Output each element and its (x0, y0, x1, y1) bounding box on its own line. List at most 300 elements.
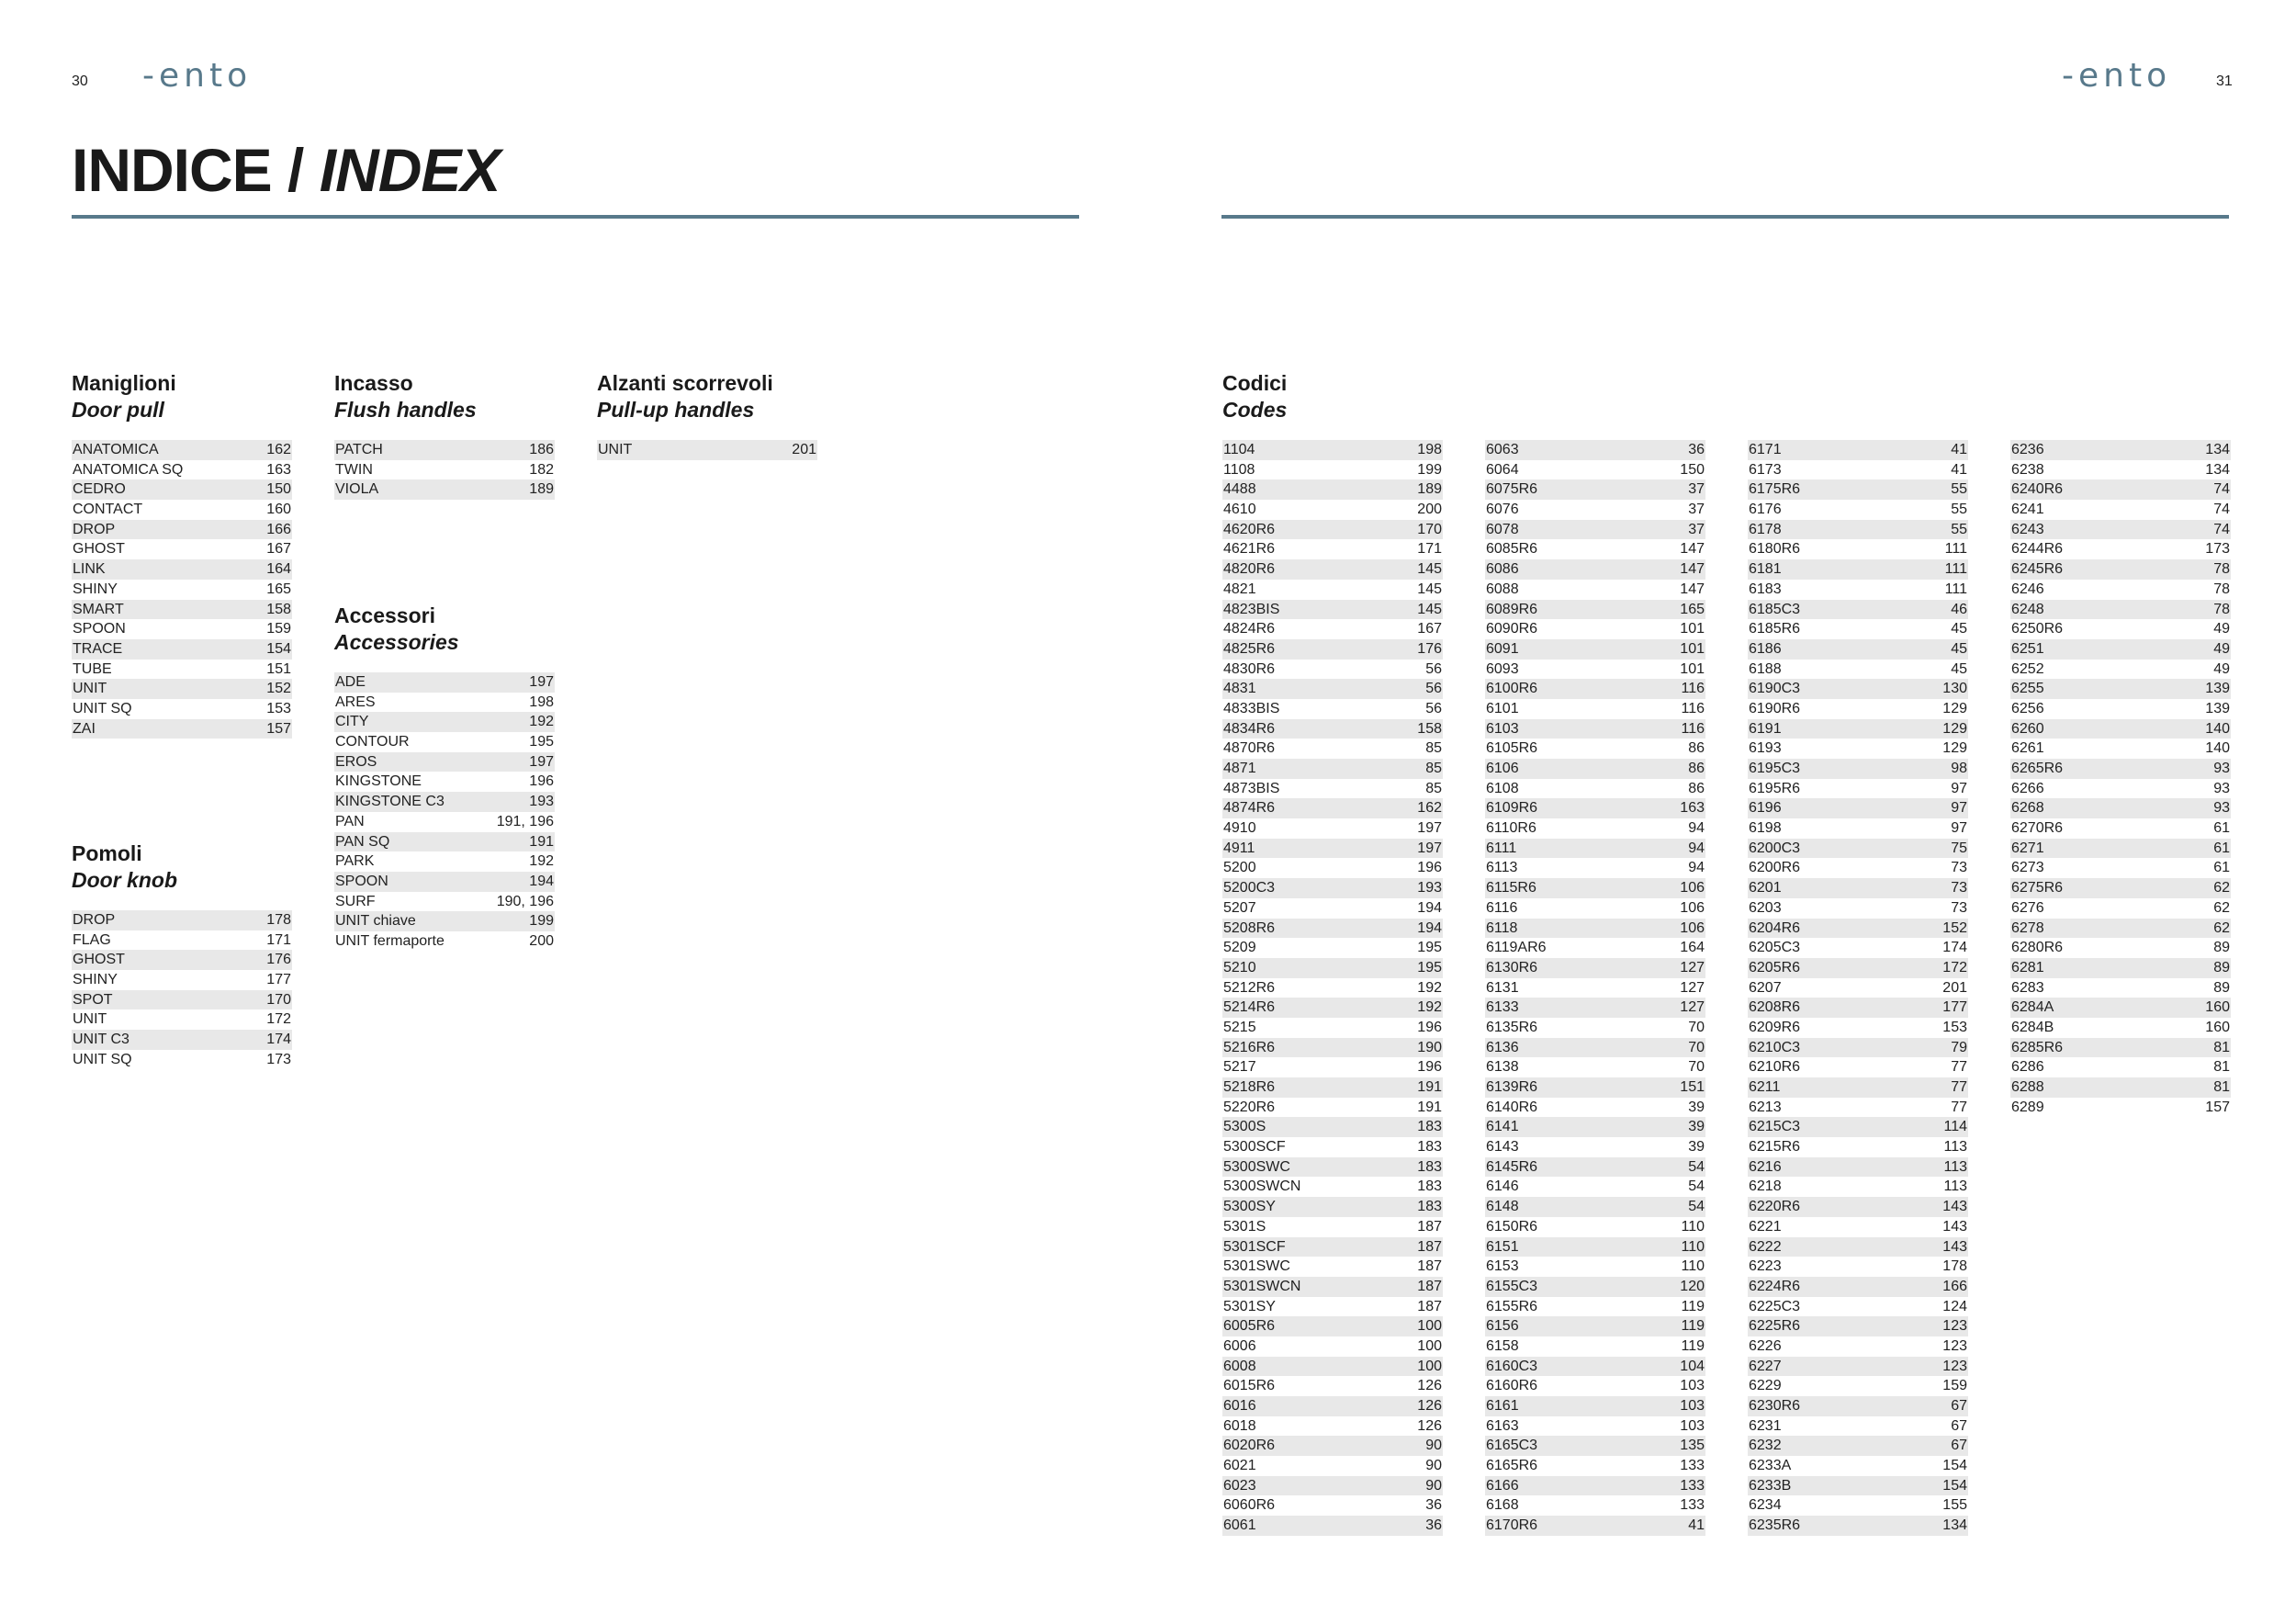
index-entry-page: 200 (529, 932, 554, 949)
index-row (1748, 1018, 1968, 1038)
codes-column-4-wrap (2010, 440, 2231, 1117)
index-row (1222, 978, 1443, 998)
index-entry-name: 6141 (1486, 1119, 1519, 1135)
index-entry-name: 6186 (1749, 640, 1782, 657)
index-entry-name: 1104 (1223, 442, 1255, 457)
index-entry-page: 187 (1417, 1238, 1442, 1255)
index-entry-page: 177 (1942, 999, 1967, 1016)
index-entry-name: 6205R6 (1749, 959, 1801, 976)
index-entry-page: 195 (1417, 959, 1442, 976)
index-row (1222, 1336, 1443, 1357)
index-entry-page: 55 (1951, 502, 1967, 518)
index-entry-name: 6216 (1749, 1158, 1782, 1175)
index-entry-name: 4488 (1223, 481, 1256, 498)
index-row (1222, 1018, 1443, 1038)
index-row (1748, 818, 1968, 839)
index-entry-name: 6252 (2011, 660, 2044, 677)
index-entry-name: 5207 (1223, 899, 1256, 916)
index-entry-name: GHOST (73, 952, 125, 968)
index-row (1748, 1396, 1968, 1416)
index-entry-name: 6106 (1486, 761, 1519, 776)
index-entry-page: 147 (1680, 581, 1705, 597)
index-row (1222, 1396, 1443, 1416)
index-entry-name: 6200C3 (1749, 840, 1801, 856)
index-entry-page: 194 (1417, 919, 1442, 936)
index-row (2010, 818, 2231, 839)
index-entry-page: 97 (1951, 800, 1967, 817)
index-entry-page: 178 (1942, 1258, 1967, 1275)
index-row (2010, 839, 2231, 859)
index-row (1485, 998, 1705, 1018)
index-entry-name: 6143 (1486, 1139, 1519, 1156)
index-entry-name: 5220R6 (1223, 1099, 1276, 1115)
index-row (2010, 580, 2231, 600)
index-entry-page: 39 (1688, 1139, 1705, 1156)
index-entry-name: 6133 (1486, 999, 1519, 1016)
index-entry-page: 173 (266, 1051, 291, 1067)
index-row (1485, 719, 1705, 739)
index-row (334, 440, 555, 460)
index-row (2010, 460, 2231, 480)
index-entry-name: 6215C3 (1749, 1119, 1801, 1135)
index-entry-page: 192 (1417, 999, 1442, 1016)
index-entry-name: 6091 (1486, 640, 1519, 657)
index-entry-name: 6023 (1223, 1477, 1256, 1494)
index-entry-name: SHINY (73, 581, 118, 597)
index-entry-name: 5301SY (1223, 1298, 1276, 1314)
index-entry-name: 6286 (2011, 1059, 2044, 1076)
index-row (1222, 1376, 1443, 1396)
index-row (2010, 699, 2231, 719)
index-entry-name: 6158 (1486, 1337, 1519, 1354)
index-entry-name: 5300SWC (1223, 1158, 1290, 1175)
index-entry-name: 6215R6 (1749, 1139, 1801, 1156)
index-row (1485, 779, 1705, 799)
index-entry-page: 159 (1942, 1378, 1967, 1394)
index-row (334, 479, 555, 500)
index-entry-page: 145 (1417, 581, 1442, 597)
index-row (2010, 919, 2231, 939)
index-entry-page: 129 (1942, 700, 1967, 716)
index-row (334, 851, 555, 872)
index-entry-page: 160 (2205, 999, 2230, 1016)
index-row (1748, 1217, 1968, 1237)
index-entry-name: 5210 (1223, 959, 1256, 976)
index-entry-page: 196 (1417, 1019, 1442, 1035)
index-entry-page: 56 (1425, 681, 1442, 697)
index-row (2010, 759, 2231, 779)
index-entry-name: 6016 (1223, 1398, 1256, 1414)
index-entry-page: 119 (1681, 1337, 1705, 1354)
index-entry-name: UNIT (598, 442, 633, 457)
index-row (1485, 1416, 1705, 1437)
section-title: Incasso (334, 371, 413, 395)
index-row (334, 892, 555, 912)
index-entry-page: 94 (1688, 820, 1705, 837)
section-incasso (334, 370, 555, 500)
index-entry-page: 176 (1417, 640, 1442, 657)
index-entry-page: 133 (1680, 1477, 1705, 1494)
index-entry-page: 139 (2205, 700, 2230, 716)
index-entry-name: 6210C3 (1749, 1039, 1801, 1055)
index-entry-name: 6225R6 (1749, 1318, 1801, 1335)
index-entry-page: 62 (2213, 919, 2230, 936)
index-entry-name: 4831 (1223, 681, 1256, 697)
index-entry-name: TRACE (73, 640, 123, 657)
index-entry-page: 67 (1951, 1417, 1967, 1434)
index-entry-page: 41 (1951, 461, 1967, 478)
index-row (1485, 1197, 1705, 1217)
index-entry-page: 183 (1417, 1179, 1442, 1195)
index-entry-name: 6180R6 (1749, 541, 1801, 558)
index-entry-page: 157 (2205, 1099, 2230, 1115)
index-entry-page: 75 (1951, 840, 1967, 856)
index-row (1748, 938, 1968, 958)
index-entry-page: 78 (2213, 601, 2230, 617)
index-entry-name: PATCH (335, 442, 383, 457)
index-row (2010, 520, 2231, 540)
index-entry-name: TUBE (73, 660, 112, 677)
index-entry-name: 6160C3 (1486, 1358, 1538, 1374)
index-entry-name: 5200 (1223, 860, 1256, 876)
index-entry-name: 6227 (1749, 1358, 1782, 1374)
index-entry-name: 6230R6 (1749, 1398, 1801, 1414)
index-entry-page: 147 (1680, 541, 1705, 558)
index-entry-page: 150 (1680, 461, 1705, 478)
index-entry-name: 6166 (1486, 1477, 1519, 1494)
index-row (1748, 1516, 1968, 1536)
index-entry-page: 90 (1425, 1458, 1442, 1474)
index-entry-page: 67 (1951, 1398, 1967, 1414)
index-row (1222, 1476, 1443, 1496)
index-row (1485, 1316, 1705, 1336)
index-entry-page: 174 (266, 1032, 291, 1048)
index-row (1485, 619, 1705, 639)
brand-logo-right: -ento (2062, 57, 2172, 95)
index-entry-name: 4820R6 (1223, 561, 1276, 578)
index-row (1222, 1157, 1443, 1178)
index-entry-page: 127 (1680, 959, 1705, 976)
index-entry-name: 6193 (1749, 740, 1782, 757)
index-entry-name: 5215 (1223, 1019, 1256, 1035)
index-entry-page: 183 (1417, 1158, 1442, 1175)
index-row (1748, 1456, 1968, 1476)
index-row (1222, 818, 1443, 839)
index-entry-name: 6213 (1749, 1099, 1782, 1115)
index-row (72, 1009, 292, 1030)
index-entry-page: 150 (266, 481, 291, 498)
index-row (334, 712, 555, 732)
index-entry-page: 110 (1681, 1238, 1705, 1255)
index-entry-page: 126 (1417, 1398, 1442, 1414)
index-entry-page: 49 (2213, 621, 2230, 637)
index-entry-page: 130 (1942, 681, 1967, 697)
index-entry-name: 4911 (1223, 840, 1255, 856)
index-entry-page: 167 (266, 541, 291, 558)
index-row (1748, 1476, 1968, 1496)
index-entry-name: 6063 (1486, 442, 1519, 457)
index-entry-name: 6270R6 (2011, 820, 2064, 837)
index-entry-name: 6256 (2011, 700, 2044, 716)
index-entry-page: 54 (1688, 1199, 1705, 1215)
index-row (1485, 539, 1705, 559)
index-entry-page: 170 (1417, 521, 1442, 537)
index-entry-name: 6281 (2011, 959, 2044, 976)
index-row (334, 911, 555, 931)
index-row (1485, 520, 1705, 540)
index-entry-name: 4821 (1223, 581, 1256, 597)
index-entry-name: 6185R6 (1749, 621, 1801, 637)
index-row (2010, 639, 2231, 660)
index-entry-page: 36 (1688, 442, 1705, 457)
index-entry-page: 154 (266, 640, 291, 657)
index-row (2010, 1077, 2231, 1098)
index-entry-page: 140 (2205, 740, 2230, 757)
index-row (1485, 1137, 1705, 1157)
index-entry-name: 5301S (1223, 1218, 1266, 1235)
index-entry-page: 113 (1943, 1158, 1967, 1175)
index-row (1222, 878, 1443, 898)
index-row (1222, 1237, 1443, 1257)
index-entry-name: 6205C3 (1749, 940, 1801, 956)
index-entry-name: 6109R6 (1486, 800, 1538, 817)
index-entry-page: 61 (2213, 820, 2230, 837)
index-row (1222, 1516, 1443, 1536)
index-row (2010, 878, 2231, 898)
index-row (1748, 798, 1968, 818)
index-entry-page: 113 (1943, 1139, 1967, 1156)
index-row (1748, 1237, 1968, 1257)
section-pomoli (72, 840, 292, 1070)
index-entry-name: 6006 (1223, 1337, 1256, 1354)
index-row (1748, 460, 1968, 480)
index-entry-name: 4824R6 (1223, 621, 1276, 637)
index-entry-name: 6235R6 (1749, 1517, 1801, 1534)
index-entry-name: 6140R6 (1486, 1099, 1538, 1115)
index-row (1748, 520, 1968, 540)
index-entry-name: 6250R6 (2011, 621, 2064, 637)
index-entry-name: 6208R6 (1749, 999, 1801, 1016)
index-row (1485, 1396, 1705, 1416)
index-row (1485, 1476, 1705, 1496)
index-entry-name: 6265R6 (2011, 761, 2064, 776)
index-entry-page: 97 (1951, 780, 1967, 796)
index-entry-name: 6089R6 (1486, 601, 1538, 617)
index-row (72, 520, 292, 540)
index-row (1485, 479, 1705, 500)
index-entry-name: 6231 (1749, 1417, 1782, 1434)
index-entry-page: 79 (1951, 1039, 1967, 1055)
index-entry-name: 6135R6 (1486, 1019, 1538, 1035)
index-entry-name: 6266 (2011, 780, 2044, 796)
index-entry-page: 37 (1688, 481, 1705, 498)
index-row (1748, 779, 1968, 799)
index-list (72, 440, 292, 739)
index-entry-page: 147 (1680, 561, 1705, 578)
index-entry-name: DROP (73, 912, 116, 928)
index-entry-name: 6244R6 (2011, 541, 2064, 558)
index-entry-page: 165 (266, 581, 291, 597)
index-entry-page: 86 (1688, 761, 1705, 776)
index-entry-page: 166 (1942, 1278, 1967, 1294)
index-entry-name: 6161 (1486, 1398, 1519, 1414)
index-entry-page: 139 (2205, 681, 2230, 697)
index-entry-page: 45 (1951, 660, 1967, 677)
index-entry-name: ARES (335, 694, 376, 710)
index-entry-name: 6196 (1749, 800, 1782, 817)
index-entry-name: 6155C3 (1486, 1278, 1538, 1294)
index-row (72, 1050, 292, 1070)
section-title: Codici (1222, 371, 1288, 395)
index-list (597, 440, 817, 460)
index-entry-page: 201 (792, 442, 816, 457)
index-entry-name: 6018 (1223, 1417, 1256, 1434)
index-entry-page: 86 (1688, 740, 1705, 757)
index-entry-page: 126 (1417, 1378, 1442, 1394)
index-entry-name: 5301SWC (1223, 1258, 1290, 1275)
index-row (2010, 938, 2231, 958)
index-entry-name: 6015R6 (1223, 1378, 1276, 1394)
index-entry-name: 6203 (1749, 899, 1782, 916)
index-entry-name: 6021 (1223, 1458, 1256, 1474)
index-row (1485, 1277, 1705, 1297)
index-entry-name: 6148 (1486, 1199, 1519, 1215)
index-entry-page: 187 (1417, 1218, 1442, 1235)
index-entry-page: 41 (1688, 1517, 1705, 1534)
index-row (1222, 1297, 1443, 1317)
index-entry-name: 6200R6 (1749, 860, 1801, 876)
index-entry-page: 152 (266, 681, 291, 697)
index-entry-page: 70 (1688, 1059, 1705, 1076)
index-row (1748, 1177, 1968, 1197)
index-entry-page: 194 (1417, 899, 1442, 916)
index-row (1485, 919, 1705, 939)
index-row (334, 752, 555, 773)
index-entry-page: 41 (1951, 442, 1967, 457)
index-entry-name: 6076 (1486, 502, 1519, 518)
index-entry-page: 173 (2205, 541, 2230, 558)
index-row (1748, 739, 1968, 759)
index-entry-page: 62 (2213, 899, 2230, 916)
index-entry-page: 182 (529, 461, 554, 478)
index-entry-name: 6138 (1486, 1059, 1519, 1076)
index-row (1222, 639, 1443, 660)
codes-column-4 (2010, 440, 2231, 1117)
index-entry-page: 94 (1688, 860, 1705, 876)
index-entry-name: ZAI (73, 720, 96, 737)
section-codici (1222, 370, 1443, 1536)
index-row (1222, 958, 1443, 978)
index-entry-page: 85 (1425, 761, 1442, 776)
index-entry-name: 4870R6 (1223, 740, 1276, 757)
index-entry-page: 93 (2213, 780, 2230, 796)
index-entry-name: 6086 (1486, 561, 1519, 578)
index-entry-name: PARK (335, 853, 375, 870)
index-entry-name: TWIN (335, 461, 373, 478)
index-row (1222, 898, 1443, 919)
index-entry-name: 5300SCF (1223, 1139, 1286, 1156)
index-entry-name: 6100R6 (1486, 681, 1538, 697)
index-entry-name: CONTACT (73, 502, 143, 518)
index-row (1485, 1018, 1705, 1038)
index-entry-page: 103 (1680, 1398, 1705, 1414)
index-entry-name: 6130R6 (1486, 959, 1538, 976)
index-entry-name: 6116 (1486, 899, 1518, 916)
index-row (1748, 898, 1968, 919)
index-entry-page: 110 (1681, 1218, 1705, 1235)
index-entry-name: 6222 (1749, 1238, 1782, 1255)
index-entry-page: 89 (2213, 979, 2230, 996)
index-entry-page: 191 (529, 833, 554, 850)
index-row (1222, 1456, 1443, 1476)
index-entry-name: 6093 (1486, 660, 1519, 677)
index-entry-page: 133 (1680, 1497, 1705, 1514)
index-entry-name: FLAG (73, 931, 111, 948)
index-row (1485, 460, 1705, 480)
index-entry-page: 133 (1680, 1458, 1705, 1474)
index-entry-page: 187 (1417, 1298, 1442, 1314)
index-entry-name: 6220R6 (1749, 1199, 1801, 1215)
index-row (1222, 938, 1443, 958)
index-row (1748, 539, 1968, 559)
index-row (1222, 539, 1443, 559)
index-row (1748, 639, 1968, 660)
index-entry-page: 160 (266, 502, 291, 518)
index-entry-page: 100 (1417, 1358, 1442, 1374)
index-entry-name: 6271 (2011, 840, 2044, 856)
index-row (334, 772, 555, 792)
index-row (1485, 1098, 1705, 1118)
index-row (1485, 580, 1705, 600)
index-entry-page: 74 (2213, 481, 2230, 498)
section-alzanti (597, 370, 817, 460)
index-entry-page: 101 (1680, 640, 1705, 657)
index-row (1485, 1336, 1705, 1357)
index-entry-page: 94 (1688, 840, 1705, 856)
index-entry-page: 73 (1951, 880, 1967, 897)
index-entry-page: 190 (1417, 1039, 1442, 1055)
index-entry-name: 6283 (2011, 979, 2044, 996)
index-row (1222, 559, 1443, 580)
index-entry-page: 85 (1425, 780, 1442, 796)
index-entry-name: 6171 (1749, 442, 1782, 457)
index-row (72, 479, 292, 500)
index-row (1748, 1495, 1968, 1516)
index-row (72, 910, 292, 930)
index-row (1222, 520, 1443, 540)
index-entry-page: 101 (1680, 621, 1705, 637)
index-entry-name: 6110R6 (1486, 820, 1536, 837)
index-entry-page: 198 (529, 694, 554, 710)
index-entry-page: 154 (1942, 1477, 1967, 1494)
index-entry-name: UNIT SQ (73, 700, 132, 716)
brand-logo-left: -ento (142, 57, 253, 95)
index-entry-page: 153 (266, 700, 291, 716)
index-row (1222, 479, 1443, 500)
index-entry-name: 6146 (1486, 1179, 1519, 1195)
index-entry-page: 49 (2213, 640, 2230, 657)
codes-column-3 (1748, 440, 1968, 1536)
index-row (334, 832, 555, 852)
index-entry-name: 5208R6 (1223, 919, 1276, 936)
index-entry-name: UNIT (73, 681, 107, 697)
index-entry-page: 189 (529, 481, 554, 498)
index-row (1748, 1098, 1968, 1118)
index-entry-page: 187 (1417, 1278, 1442, 1294)
index-entry-page: 140 (2205, 720, 2230, 737)
index-entry-name: 6198 (1749, 820, 1782, 837)
index-entry-page: 177 (266, 972, 291, 988)
